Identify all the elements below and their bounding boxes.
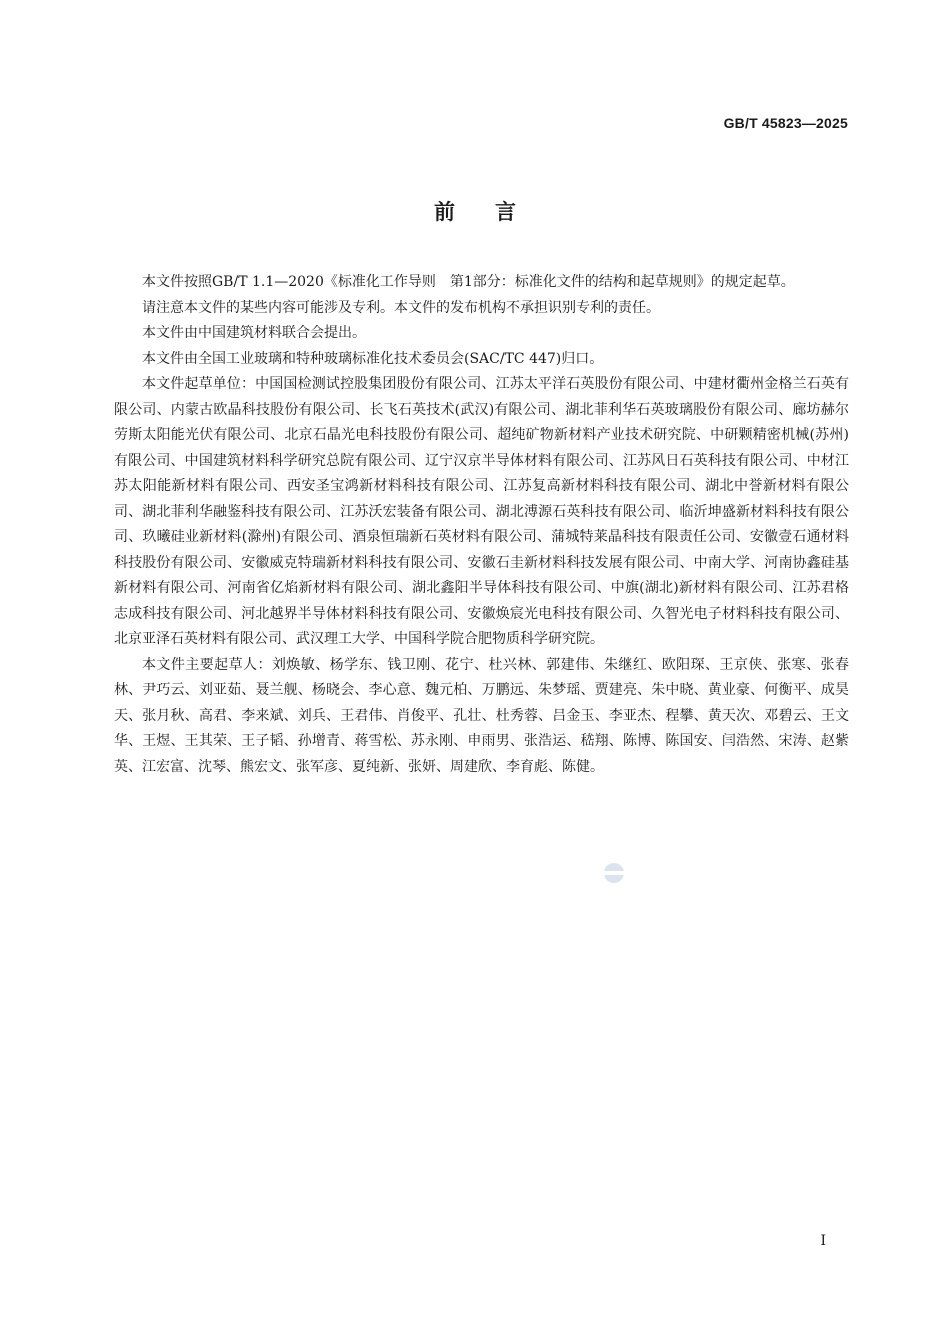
page-title: 前言 (434, 200, 556, 224)
paragraph-committee: 本文件由全国工业玻璃和特种玻璃标准化技术委员会(SAC/TC 447)归口。 (142, 350, 604, 367)
paragraph-patent-notice: 请注意本文件的某些内容可能涉及专利。本文件的发布机构不承担识别专利的责任。 (142, 299, 660, 316)
foreword-body (114, 270, 849, 780)
paragraph-drafting-rules: 本文件按照GB/T 1.1—2020《标准化工作导则 第1部分：标准化文件的结构和起草规则》的规定起草。 (142, 274, 795, 290)
standard-number: GB/T 45823—2025 (723, 115, 848, 131)
paragraph-drafters: 本文件主要起草人：刘焕敏、杨学东、钱卫刚、花宁、杜兴林、郭建伟、朱继红、欧阳琛、王京侠、张寒、张春林、尹巧云、刘亚茹、聂兰舰、杨晓会、李心意、魏元柏、万鹏远、朱梦瑶、贾建亮、朱中晓、黄业豪、何衡平、成昊天、张月秋、高君、李来斌、刘兵、王君伟、肖俊平、孔壮、杜秀蓉、吕金玉、李亚杰、程攀、黄天次、邓碧云、王文华、王煜、王其荣、王子韬、孙增青、蒋雪松、苏永刚、申雨男、张浩运、嵇翔、陈博、陈国安、闫浩然、宋涛、赵紫英、江宏富、沈琴、熊宏文、张军彦、夏纯新、张妍、周建欣、李育彪、陈健。 (114, 656, 849, 775)
paragraph-proposer: 本文件由中国建筑材料联合会提出。 (142, 325, 366, 341)
page-number: I (820, 1233, 826, 1249)
paragraph-drafting-units: 本文件起草单位：中国国检测试控股集团股份有限公司、江苏太平洋石英股份有限公司、中建材衢州金格兰石英有限公司、内蒙古欧晶科技股份有限公司、长飞石英技术(武汉)有限公司、湖北菲利华石英玻璃股份有限公司、廊坊赫尔劳斯太阳能光伏有限公司、北京石晶光电科技股份有限公司、超纯矿物新材料产业技术研究院、中研颗精密机械(苏州)有限公司、中国建筑材料科学研究总院有限公司、辽宁汉京半导体材料有限公司、江苏风日石英科技有限公司、中材江苏太阳能新材料有限公司、西安圣宝鸿新材料科技有限公司、江苏复高新材料科技有限公司、湖北中誉新材料有限公司、湖北菲利华融鉴科技有限公司、江苏沃宏装备有限公司、湖北溥源石英科技有限公司、临沂坤盛新材料科技有限公司、玖曦硅业新材料(滁州)有限公司、酒泉恒瑞新石英材料有限公司、蒲城特莱晶科技有限责任公司、安徽壹石通材料科技股份有限公司、安徽威克特瑞新材料科技有限公司、安徽石圭新材料科技发展有限公司、中南大学、河南协鑫硅基新材料有限公司、河南省亿焰新材料有限公司、湖北鑫阳半导体科技有限公司、中旗(湖北)新材料有限公司、江苏君格志成科技有限公司、河北越界半导体材料科技有限公司、安徽焕宸光电科技有限公司、久智光电子材料科技有限公司、北京亚泽石英材料有限公司、武汉理工大学、中国科学院合肥物质科学研究院。 (114, 376, 849, 647)
sac-watermark-logo (601, 862, 627, 884)
